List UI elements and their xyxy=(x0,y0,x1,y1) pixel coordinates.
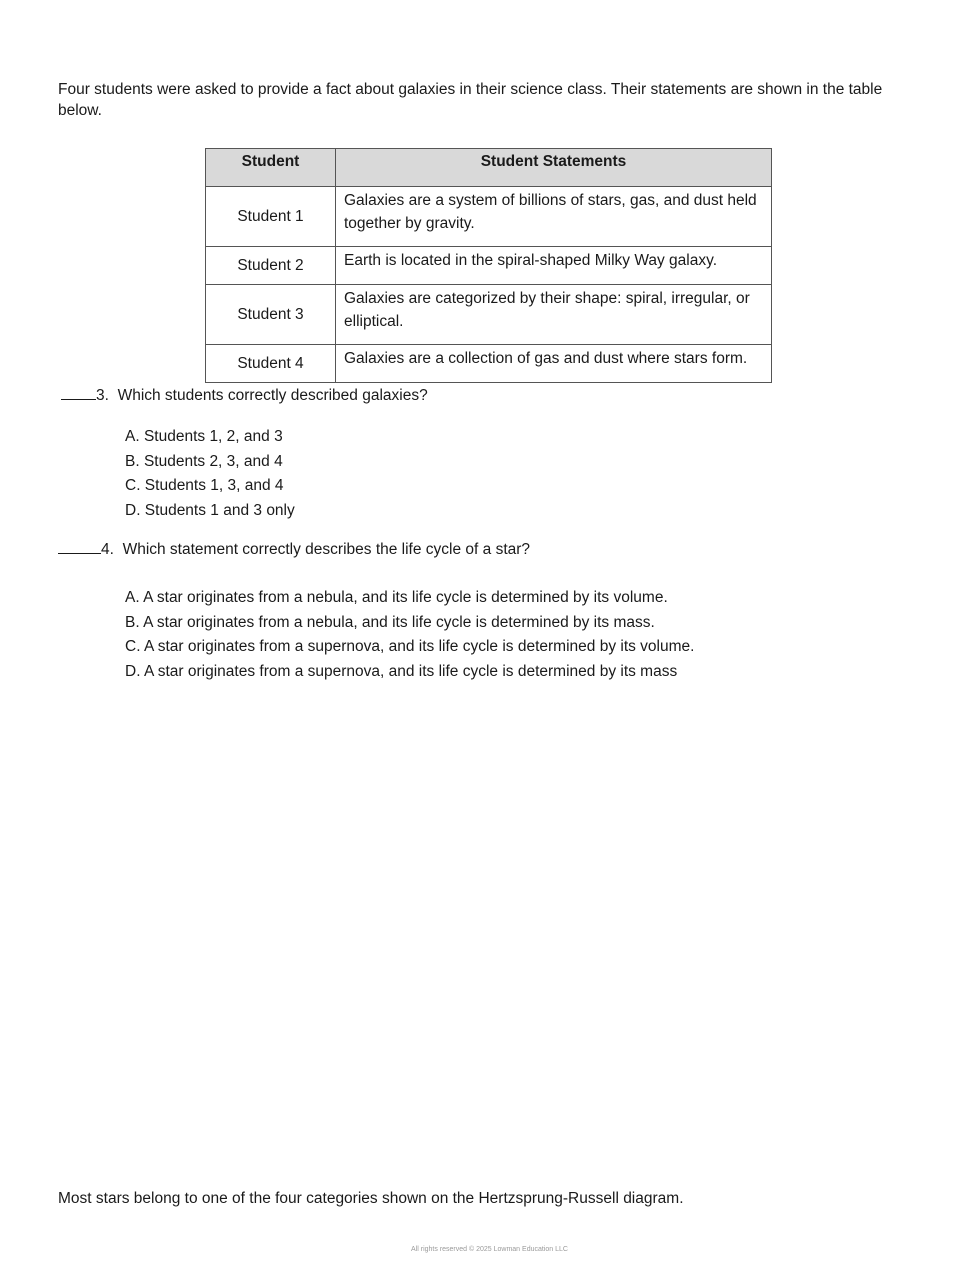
choice-3d[interactable]: D. Students 1 and 3 only xyxy=(125,502,295,520)
choice-4a[interactable]: A. A star originates from a nebula, and its life cycle is determined by its volume. xyxy=(125,589,668,606)
question-3-number: 3. xyxy=(96,387,109,404)
choice-4c[interactable]: C. A star originates from a supernova, and its life cycle is determined by its volume. xyxy=(125,638,695,656)
header-statements: Student Statements xyxy=(336,149,772,187)
student-name: Student 3 xyxy=(206,285,336,345)
student-name: Student 4 xyxy=(206,345,336,383)
hr-diagram-intro: Most stars belong to one of the four categories shown on the Hertzsprung-Russell diagram. xyxy=(58,1190,684,1207)
student-statement: Earth is located in the spiral-shaped Milky Way galaxy. xyxy=(336,247,772,285)
question-4-number: 4. xyxy=(101,541,114,558)
header-student: Student xyxy=(206,149,336,187)
table-row xyxy=(206,187,772,247)
question-4-text: Which statement correctly describes the life cycle of a star? xyxy=(122,541,531,558)
student-name: Student 2 xyxy=(206,247,336,285)
choice-4b[interactable]: B. A star originates from a nebula, and its life cycle is determined by its mass. xyxy=(125,613,655,631)
student-name: Student 1 xyxy=(206,187,336,247)
copyright-footer: All rights reserved © 2025 Lowman Education LLC xyxy=(411,1246,568,1253)
table-row xyxy=(206,285,772,345)
choice-4d[interactable]: D. A star originates from a supernova, and its life cycle is determined by its mass xyxy=(125,663,678,681)
student-statement: Galaxies are a collection of gas and dust where stars form. xyxy=(336,345,772,383)
table-row xyxy=(206,247,772,285)
student-statement: Galaxies are a system of billions of stars, gas, and dust held together by gravity. xyxy=(336,187,772,247)
table-header-row xyxy=(206,149,772,187)
student-statement: Galaxies are categorized by their shape: spiral, irregular, or elliptical. xyxy=(336,285,772,345)
answer-blank-4[interactable] xyxy=(58,538,101,554)
choice-3b[interactable]: B. Students 2, 3, and 4 xyxy=(125,452,283,470)
intro-paragraph: Four students were asked to provide a fact about galaxies in their science class. Their statements are shown in the table below. xyxy=(58,81,883,119)
question-3-text: Which students correctly described galaxies? xyxy=(117,387,428,404)
choice-3c[interactable]: C. Students 1, 3, and 4 xyxy=(125,477,284,495)
question-3-choices xyxy=(125,425,295,524)
question-4 xyxy=(58,538,530,560)
answer-blank-3[interactable] xyxy=(61,384,96,400)
question-3 xyxy=(58,384,428,406)
question-4-choices xyxy=(125,586,694,685)
choice-3a[interactable]: A. Students 1, 2, and 3 xyxy=(125,428,283,445)
table-row xyxy=(206,345,772,383)
student-statements-table xyxy=(205,148,772,383)
